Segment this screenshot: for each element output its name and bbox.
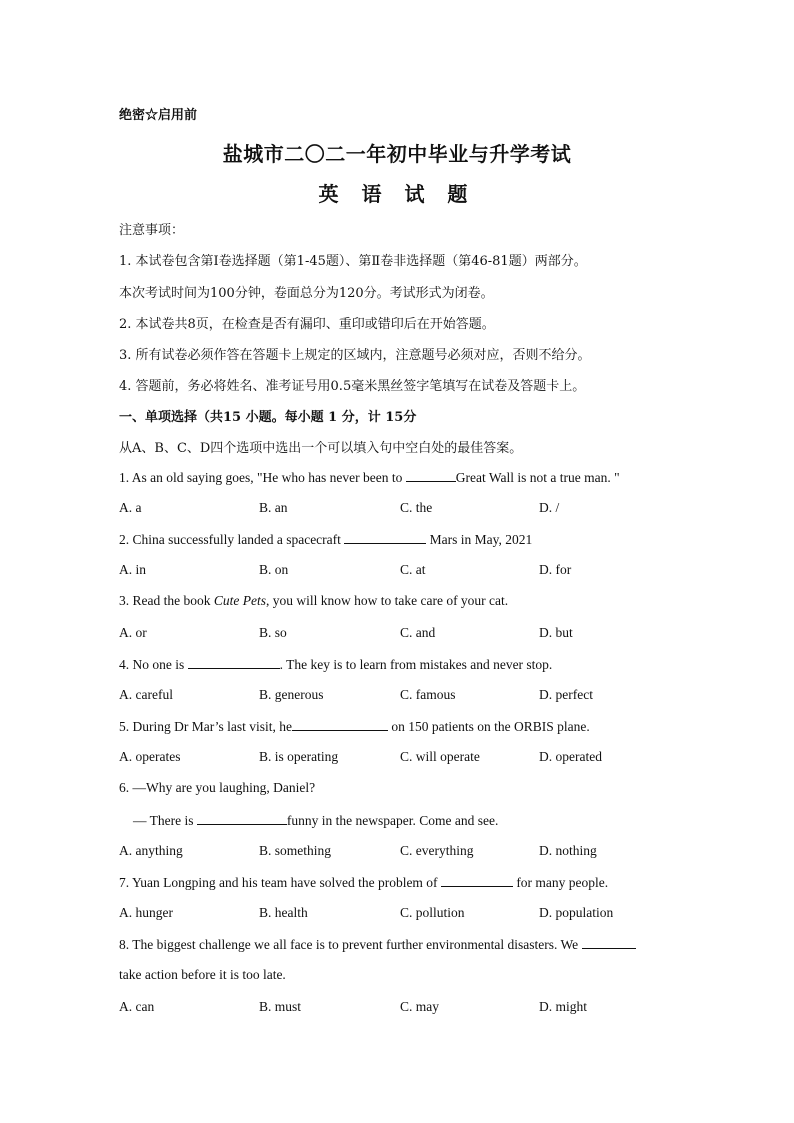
option-b: B. an <box>259 500 288 515</box>
question-6: 6. —Why are you laughing, Daniel? <box>119 780 316 795</box>
question-stem-end: . The key is to learn from mistakes and never stop. <box>279 657 553 672</box>
question-stem-end: funny in the newspaper. Come and see. <box>286 813 499 828</box>
option-c: C. and <box>400 625 436 640</box>
question-2 <box>119 531 532 548</box>
question-stem-end: Mars in May, 2021 <box>426 532 533 547</box>
question-stem: — There is <box>133 813 197 828</box>
question-3 <box>119 593 508 609</box>
option-a: A. anything <box>119 843 183 858</box>
option-c: C. will operate <box>400 749 480 764</box>
option-d: D. operated <box>539 749 602 764</box>
exam-subject: 英 语 试 题 <box>318 182 476 206</box>
option-b: B. so <box>259 625 287 640</box>
answer-blank <box>582 936 636 949</box>
question-1 <box>119 469 620 486</box>
note-1: 1. 本试卷包含第Ⅰ卷选择题（第1-45题）、第Ⅱ卷非选择题（第46-81题）两部分。 <box>119 254 587 269</box>
answer-blank <box>197 812 287 825</box>
question-stem: 1. As an old saying goes, "He who has never been to <box>119 470 406 485</box>
options-7 <box>119 905 679 923</box>
question-stem-end: , you will know how to take care of your cat. <box>265 593 509 608</box>
option-c: C. may <box>400 999 439 1014</box>
note-3: 3. 所有试卷必须作答在答题卡上规定的区域内，注意题号必须对应，否则不给分。 <box>119 348 591 363</box>
option-a: A. or <box>119 625 147 640</box>
option-c: C. famous <box>400 687 456 702</box>
answer-blank <box>292 718 388 731</box>
question-stem: 8. The biggest challenge we all face is to prevent further environmental disasters. We <box>119 937 582 952</box>
option-c: C. everything <box>400 843 474 858</box>
option-d: D. perfect <box>539 687 593 702</box>
answer-blank <box>188 656 280 669</box>
question-stem-end: Great Wall is not a true man. " <box>455 470 620 485</box>
option-a: A. a <box>119 500 142 515</box>
question-stem: 3. Read the book <box>119 593 214 608</box>
option-b: B. must <box>259 999 302 1014</box>
question-8-continued: take action before it is too late. <box>119 967 286 982</box>
book-title: Cute Pets <box>213 593 266 608</box>
question-stem: 2. China successfully landed a spacecraft <box>119 532 345 547</box>
options-8 <box>119 999 679 1017</box>
question-4 <box>119 656 552 673</box>
question-7 <box>119 874 608 891</box>
exam-title: 盐城市二〇二一年初中毕业与升学考试 <box>222 142 572 166</box>
question-stem: 7. Yuan Longping and his team have solved the problem of <box>119 875 441 890</box>
option-a: A. can <box>119 999 155 1014</box>
answer-blank <box>441 874 513 887</box>
option-c: C. pollution <box>400 905 465 920</box>
note-4: 4. 答题前，务必将姓名、准考证号用0.5毫米黑丝签字笔填写在试卷及答题卡上。 <box>119 379 586 394</box>
note-2: 2. 本试卷共8页，在检查是否有漏印、重印或错印后在开始答题。 <box>119 317 495 332</box>
option-a: A. operates <box>119 749 181 764</box>
option-a: A. careful <box>119 687 173 702</box>
confidential-label: 绝密☆启用前 <box>119 108 198 123</box>
question-8 <box>119 936 636 953</box>
option-d: D. might <box>539 999 588 1014</box>
answer-blank <box>344 531 426 544</box>
options-1 <box>119 500 679 518</box>
question-5 <box>119 718 590 735</box>
notes-heading: 注意事项： <box>119 223 185 238</box>
options-4 <box>119 687 679 705</box>
options-2 <box>119 562 679 580</box>
section-instruction: 从A、B、C、D四个选项中选出一个可以填入句中空白处的最佳答案。 <box>119 441 523 456</box>
option-a: A. in <box>119 562 146 577</box>
option-c: C. at <box>400 562 426 577</box>
option-b: B. generous <box>259 687 324 702</box>
option-d: D. nothing <box>539 843 597 858</box>
option-b: B. on <box>259 562 289 577</box>
question-stem-end: for many people. <box>512 875 609 890</box>
options-5 <box>119 749 679 767</box>
options-3 <box>119 625 679 643</box>
option-d: D. but <box>539 625 573 640</box>
option-a: A. hunger <box>119 905 173 920</box>
question-stem-end: on 150 patients on the ORBIS plane. <box>387 719 590 734</box>
option-b: B. is operating <box>259 749 339 764</box>
option-b: B. health <box>259 905 308 920</box>
question-stem: 4. No one is <box>119 657 188 672</box>
question-stem: 5. During Dr Mar’s last visit, he <box>119 719 292 734</box>
option-d: D. population <box>539 905 614 920</box>
question-6-reply <box>133 812 498 829</box>
section-heading: 一、单项选择（共15 小题。每小题 1 分，计 15分 <box>119 410 417 425</box>
option-d: D. / <box>539 500 560 515</box>
option-c: C. the <box>400 500 433 515</box>
option-b: B. something <box>259 843 332 858</box>
option-d: D. for <box>539 562 572 577</box>
options-6 <box>119 843 679 861</box>
answer-blank <box>406 469 456 482</box>
note-1-continued: 本次考试时间为100分钟，卷面总分为120分。考试形式为闭卷。 <box>119 286 494 301</box>
